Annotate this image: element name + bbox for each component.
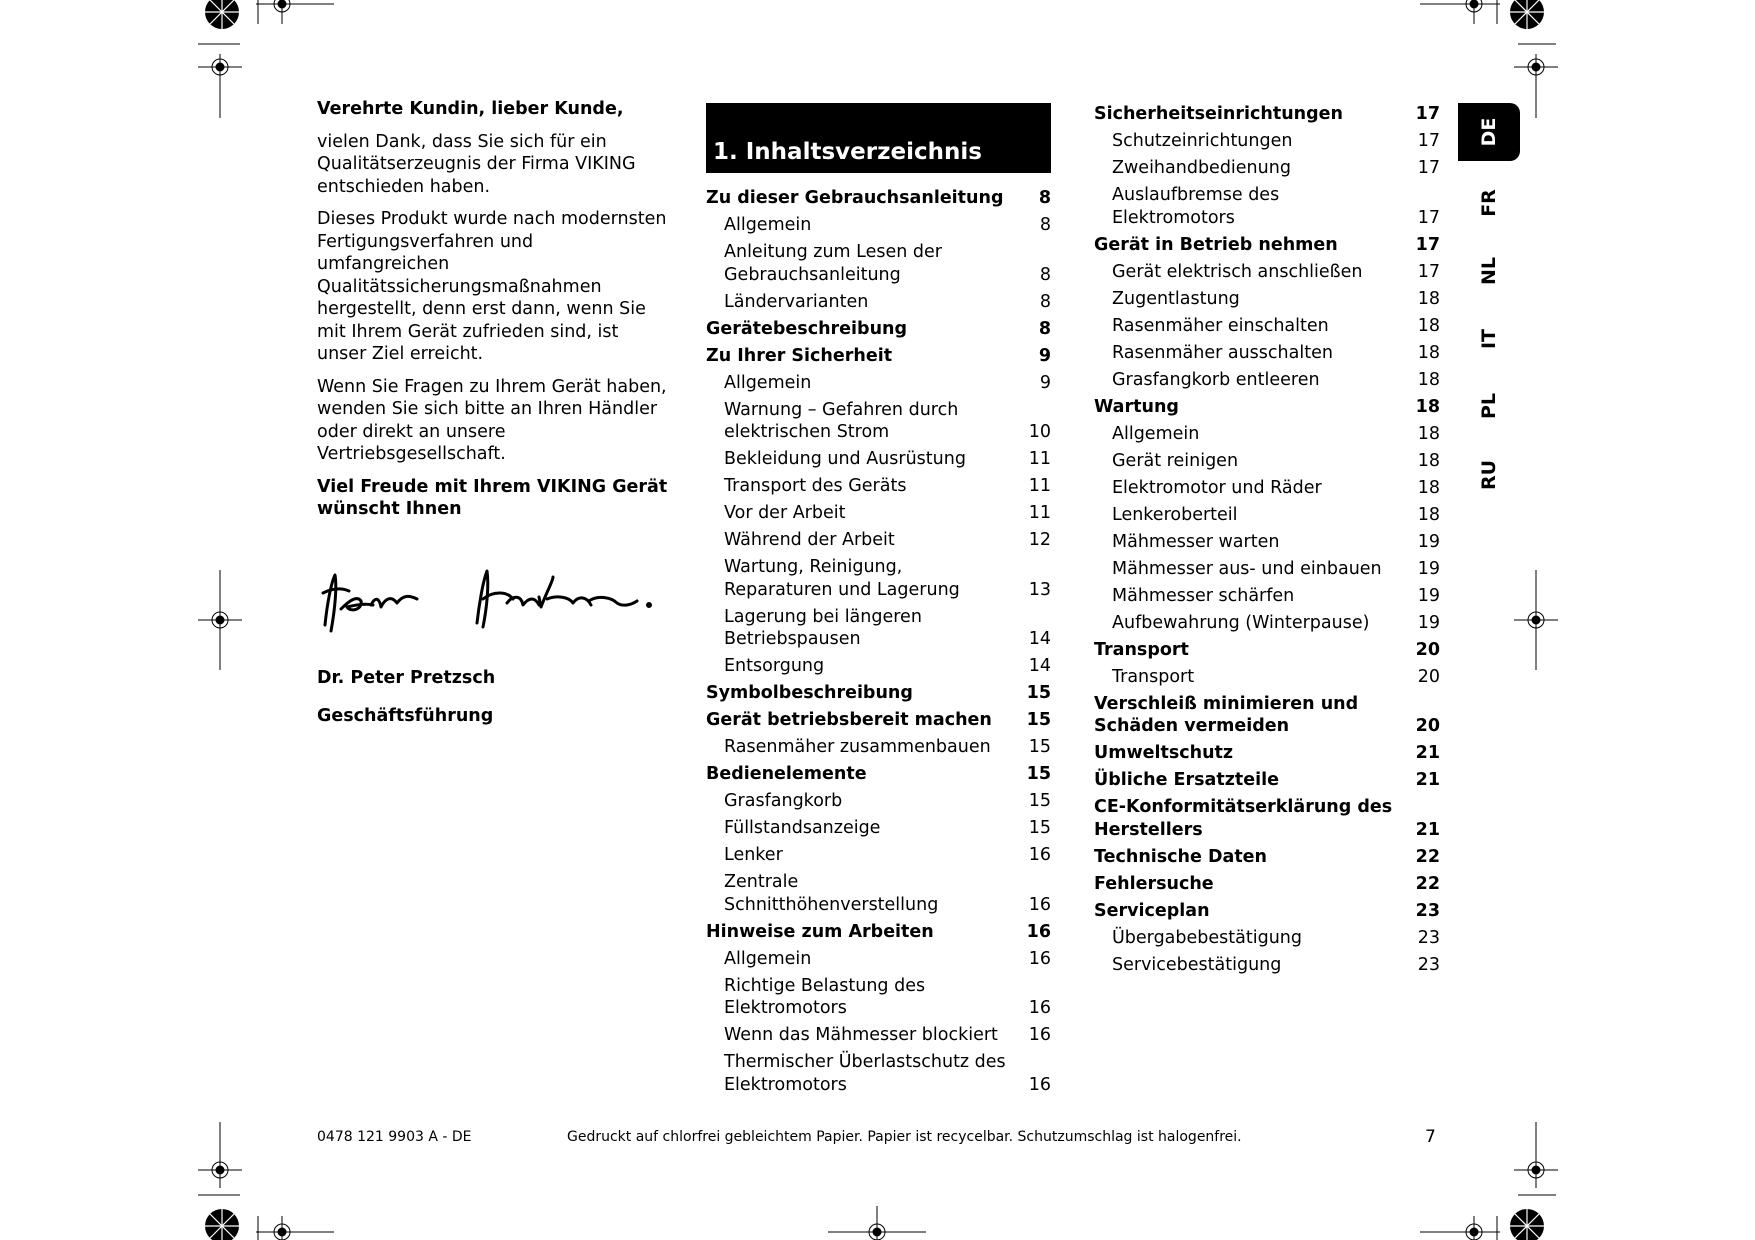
toc-entry[interactable] <box>706 682 1051 705</box>
toc-entry-title: CE-Konformitätserklärung des Herstellers <box>1094 797 1393 840</box>
toc-entry[interactable] <box>1094 796 1440 841</box>
toc-entry[interactable] <box>1094 157 1440 180</box>
toc-entry-page: 17 <box>1415 104 1440 124</box>
toc-entry-page: 14 <box>1028 656 1051 676</box>
toc-entry-page: 8 <box>1038 318 1051 339</box>
language-tabs <box>1458 103 1520 523</box>
toc-entry-title: Vor der Arbeit <box>724 503 846 523</box>
toc-entry-title: Zugentlastung <box>1112 288 1240 309</box>
document-code: 0478 121 9903 A - DE <box>317 1129 472 1145</box>
language-tab-pl[interactable]: PL <box>1478 392 1500 420</box>
toc-entry-page: 15 <box>1026 764 1051 784</box>
toc-entry-page: 20 <box>1415 716 1440 736</box>
toc-entry-title: Mähmesser schärfen <box>1112 585 1295 606</box>
toc-entry[interactable] <box>706 291 1051 314</box>
toc-entry-page: 17 <box>1417 158 1440 178</box>
toc-entry-page: 8 <box>1039 215 1051 235</box>
toc-entry[interactable] <box>706 606 1051 651</box>
toc-entry-page: 23 <box>1417 954 1440 975</box>
toc-entry-title: Richtige Belastung des Elektromotors <box>724 975 926 1018</box>
toc-entry-title: Schutzeinrichtungen <box>1112 131 1293 151</box>
toc-entry-title: Wartung, Reinigung, Reparaturen und Lagerung <box>724 557 960 600</box>
toc-entry-page: 8 <box>1039 264 1051 285</box>
toc-entry[interactable] <box>706 763 1051 786</box>
toc-entry-page: 18 <box>1415 396 1440 417</box>
toc-entry[interactable] <box>706 921 1051 944</box>
toc-entry-title: Wenn das Mähmesser blockiert <box>724 1025 998 1045</box>
toc-entry[interactable] <box>1094 396 1440 419</box>
toc-entry[interactable] <box>706 318 1051 341</box>
toc-entry[interactable] <box>1094 666 1440 689</box>
toc-entry-page: 16 <box>1028 948 1051 969</box>
toc-entry[interactable] <box>1094 954 1440 977</box>
toc-entry[interactable] <box>706 736 1051 759</box>
toc-entry-title: Hinweise zum Arbeiten <box>706 921 934 942</box>
toc-entry-title: Anleitung zum Lesen der Gebrauchsanleitung <box>724 242 942 285</box>
toc-entry-title: Allgemein <box>724 948 812 969</box>
toc-entry[interactable] <box>706 529 1051 552</box>
toc-entry-page: 18 <box>1417 315 1440 336</box>
toc-entry-page: 18 <box>1417 477 1440 498</box>
toc-entry-page: 14 <box>1028 629 1051 649</box>
toc-entry-page: 9 <box>1038 345 1051 366</box>
toc-entry[interactable] <box>1094 184 1440 229</box>
toc-entry-title: Allgemein <box>724 372 812 393</box>
toc-entry[interactable] <box>706 1024 1051 1047</box>
toc-entry-page: 18 <box>1417 288 1440 309</box>
toc-entry-title: Auslaufbremse des Elektromotors <box>1112 185 1280 228</box>
toc-entry[interactable] <box>1094 504 1440 527</box>
toc-entry-title: Aufbewahrung (Winterpause) <box>1112 612 1370 633</box>
toc-entry[interactable] <box>1094 846 1440 869</box>
toc-entry-title: Zentrale Schnitthöhenverstellung <box>724 872 939 915</box>
toc-entry[interactable] <box>706 790 1051 813</box>
toc-entry-page: 19 <box>1417 531 1440 552</box>
welcome-letter <box>317 98 669 738</box>
toc-entry[interactable] <box>706 709 1051 732</box>
toc-entry[interactable] <box>1094 742 1440 765</box>
toc-entry[interactable] <box>1094 103 1440 126</box>
toc-entry-title: Gerät reinigen <box>1112 450 1239 471</box>
toc-entry-title: Sicherheitseinrichtungen <box>1094 104 1343 124</box>
toc-entry-title: Übergabebestätigung <box>1112 927 1302 948</box>
toc-entry-page: 18 <box>1417 423 1440 444</box>
toc-entry-page: 18 <box>1417 450 1440 471</box>
toc-entry-title: Mähmesser warten <box>1112 531 1280 552</box>
toc-entry-title: Gerätebeschreibung <box>706 318 908 339</box>
toc-entry[interactable] <box>706 448 1051 471</box>
letter-paragraph-2: Dieses Produkt wurde nach modernsten Fertigungsverfahren und umfangreichen Qualitätssicherungsmaßnahmen hergestellt, denn erst dann, wenn Sie mit Ihrem Gerät zufrieden sind, ist unser Ziel erreicht. <box>317 209 667 364</box>
toc-entry-title: Transport <box>1094 639 1189 660</box>
toc-entry-page: 19 <box>1417 585 1440 606</box>
toc-entry-page: 10 <box>1028 422 1051 442</box>
toc-entry-title: Übliche Ersatzteile <box>1094 770 1279 790</box>
toc-entry[interactable] <box>706 844 1051 867</box>
toc-entry-title: Füllstandsanzeige <box>724 818 881 838</box>
toc-entry-page: 15 <box>1026 683 1051 703</box>
signer-name: Dr. Peter Pretzsch <box>317 667 496 688</box>
toc-entry[interactable] <box>1094 288 1440 311</box>
toc-entry[interactable] <box>1094 315 1440 338</box>
toc-entry[interactable] <box>706 975 1051 1020</box>
toc-entry-title: Lenker <box>724 845 783 865</box>
toc-entry[interactable] <box>706 817 1051 840</box>
toc-entry-page: 21 <box>1415 819 1440 840</box>
toc-entry[interactable] <box>1094 639 1440 662</box>
toc-entry[interactable] <box>1094 927 1440 950</box>
toc-entry[interactable] <box>1094 531 1440 554</box>
toc-entry-page: 11 <box>1028 449 1051 469</box>
toc-entry-title: Entsorgung <box>724 656 825 676</box>
page-number: 7 <box>1425 1127 1436 1147</box>
toc-entry[interactable] <box>706 241 1051 286</box>
signer-title: Geschäftsführung <box>317 706 494 726</box>
toc-entry[interactable] <box>1094 477 1440 500</box>
toc-entry-page: 18 <box>1417 369 1440 390</box>
language-tab-de[interactable]: DE <box>1478 117 1500 147</box>
toc-entry-title: Allgemein <box>1112 423 1200 444</box>
toc-entry[interactable] <box>706 345 1051 368</box>
letter-paragraph-3: Wenn Sie Fragen zu Ihrem Gerät haben, wenden Sie sich bitte an Ihren Händler oder direkt an unsere Vertriebsgesellschaft. <box>317 376 667 464</box>
toc-entry-page: 16 <box>1028 894 1051 915</box>
toc-entry-title: Wartung <box>1094 396 1179 417</box>
toc-entry[interactable] <box>1094 769 1440 792</box>
toc-entry-page: 21 <box>1415 770 1440 790</box>
toc-entry-title: Gerät elektrisch anschließen <box>1112 261 1363 282</box>
toc-entry-page: 18 <box>1417 504 1440 525</box>
toc-entry-page: 16 <box>1026 921 1051 942</box>
toc-entry[interactable] <box>706 1051 1051 1096</box>
paper-note: Gedruckt auf chlorfrei gebleichtem Papier. Papier ist recycelbar. Schutzumschlag ist halogenfrei. <box>567 1129 1242 1145</box>
toc-entry-title: Servicebestätigung <box>1112 954 1282 975</box>
toc-entry[interactable] <box>1094 900 1440 923</box>
toc-entry-page: 16 <box>1028 998 1051 1018</box>
toc-entry-title: Zweihandbedienung <box>1112 158 1291 178</box>
toc-entry-page: 12 <box>1028 530 1051 550</box>
toc-entry[interactable] <box>1094 423 1440 446</box>
toc-entry-title: Grasfangkorb <box>724 791 843 811</box>
toc-entry-page: 20 <box>1417 666 1440 687</box>
toc-entry[interactable] <box>706 214 1051 237</box>
toc-entry-page: 17 <box>1417 131 1440 151</box>
toc-entry-title: Transport <box>1112 666 1195 687</box>
toc-entry[interactable] <box>706 187 1051 210</box>
toc-entry-page: 23 <box>1415 900 1440 921</box>
toc-left-column <box>706 187 1051 1101</box>
toc-entry-title: Ländervarianten <box>724 291 869 312</box>
toc-entry[interactable] <box>706 399 1051 444</box>
toc-entry-title: Rasenmäher einschalten <box>1112 315 1329 336</box>
toc-entry[interactable] <box>1094 585 1440 608</box>
toc-entry[interactable] <box>706 475 1051 498</box>
toc-heading: 1. Inhaltsverzeichnis <box>713 139 982 165</box>
toc-entry-page: 22 <box>1415 846 1440 867</box>
toc-entry-page: 20 <box>1415 639 1440 660</box>
toc-entry[interactable] <box>706 655 1051 678</box>
toc-entry-page: 19 <box>1417 612 1440 633</box>
language-tab-it[interactable]: IT <box>1478 328 1500 350</box>
toc-entry-page: 19 <box>1417 558 1440 579</box>
toc-entry-title: Gerät betriebsbereit machen <box>706 710 992 730</box>
toc-entry-page: 11 <box>1028 476 1051 496</box>
toc-entry-title: Bekleidung und Ausrüstung <box>724 449 966 469</box>
toc-entry[interactable] <box>1094 342 1440 365</box>
toc-right-column <box>1094 103 1440 981</box>
toc-entry-title: Lenkeroberteil <box>1112 504 1238 525</box>
toc-entry-title: Thermischer Überlastschutz des Elektromotors <box>724 1052 1006 1095</box>
toc-entry-page: 15 <box>1028 737 1051 757</box>
toc-entry[interactable] <box>1094 261 1440 284</box>
toc-entry-title: Rasenmäher ausschalten <box>1112 342 1333 363</box>
toc-entry-title: Symbolbeschreibung <box>706 683 913 703</box>
toc-entry[interactable] <box>1094 612 1440 635</box>
toc-entry-page: 8 <box>1038 188 1051 208</box>
toc-entry-title: Grasfangkorb entleeren <box>1112 369 1320 390</box>
handwritten-signature <box>317 561 669 641</box>
toc-entry-title: Mähmesser aus- und einbauen <box>1112 558 1382 579</box>
toc-entry-title: Zu dieser Gebrauchsanleitung <box>706 188 1004 208</box>
toc-entry-page: 15 <box>1026 710 1051 730</box>
toc-entry-title: Serviceplan <box>1094 900 1210 921</box>
toc-entry-page: 16 <box>1028 1074 1051 1095</box>
toc-entry[interactable] <box>1094 369 1440 392</box>
toc-entry-page: 17 <box>1415 234 1440 255</box>
toc-entry-title: Technische Daten <box>1094 846 1268 867</box>
toc-entry-page: 23 <box>1417 927 1440 948</box>
toc-entry-page: 15 <box>1028 818 1051 838</box>
toc-entry-page: 15 <box>1028 791 1051 811</box>
toc-entry-title: Transport des Geräts <box>724 476 907 496</box>
toc-entry-page: 13 <box>1028 579 1051 600</box>
toc-entry[interactable] <box>1094 234 1440 257</box>
letter-paragraph-1: vielen Dank, dass Sie sich für ein Qualitätserzeugnis der Firma VIKING entschieden haben. <box>317 131 636 197</box>
toc-entry-title: Lagerung bei längeren Betriebspausen <box>724 606 922 649</box>
toc-entry[interactable] <box>1094 558 1440 581</box>
toc-entry[interactable] <box>1094 873 1440 896</box>
toc-heading-box <box>706 103 1051 173</box>
toc-entry-page: 22 <box>1415 873 1440 894</box>
toc-entry-title: Zu Ihrer Sicherheit <box>706 345 893 366</box>
toc-entry-page: 17 <box>1417 261 1440 282</box>
toc-entry[interactable] <box>706 556 1051 601</box>
language-tab-ru[interactable]: RU <box>1478 459 1500 491</box>
toc-entry-title: Gerät in Betrieb nehmen <box>1094 234 1338 255</box>
toc-entry-title: Umweltschutz <box>1094 743 1234 763</box>
toc-entry-page: 16 <box>1028 1025 1051 1045</box>
letter-closing: Viel Freude mit Ihrem VIKING Gerät wünscht Ihnen <box>317 476 668 519</box>
toc-entry-page: 9 <box>1039 372 1051 393</box>
toc-entry[interactable] <box>706 871 1051 916</box>
toc-entry-title: Warnung – Gefahren durch elektrischen Strom <box>724 399 959 442</box>
toc-entry-title: Verschleiß minimieren und Schäden vermeiden <box>1094 693 1359 736</box>
toc-entry-page: 18 <box>1417 342 1440 363</box>
toc-entry-page: 8 <box>1039 291 1051 312</box>
toc-entry[interactable] <box>1094 693 1440 738</box>
language-tab-fr[interactable]: FR <box>1478 189 1500 217</box>
language-tab-nl[interactable]: NL <box>1478 256 1500 286</box>
letter-greeting: Verehrte Kundin, lieber Kunde, <box>317 99 624 119</box>
toc-entry-title: Rasenmäher zusammenbauen <box>724 737 991 757</box>
toc-entry[interactable] <box>1094 130 1440 153</box>
toc-entry-title: Allgemein <box>724 215 812 235</box>
toc-entry-page: 21 <box>1415 743 1440 763</box>
toc-entry-title: Elektromotor und Räder <box>1112 477 1322 498</box>
toc-entry-page: 11 <box>1028 503 1051 523</box>
toc-entry[interactable] <box>1094 450 1440 473</box>
toc-entry[interactable] <box>706 948 1051 971</box>
toc-entry-title: Fehlersuche <box>1094 873 1214 894</box>
toc-entry[interactable] <box>706 502 1051 525</box>
toc-entry-title: Während der Arbeit <box>724 530 895 550</box>
toc-entry-page: 17 <box>1417 207 1440 228</box>
toc-entry-page: 16 <box>1028 845 1051 865</box>
toc-entry-title: Bedienelemente <box>706 764 867 784</box>
toc-entry[interactable] <box>706 372 1051 395</box>
